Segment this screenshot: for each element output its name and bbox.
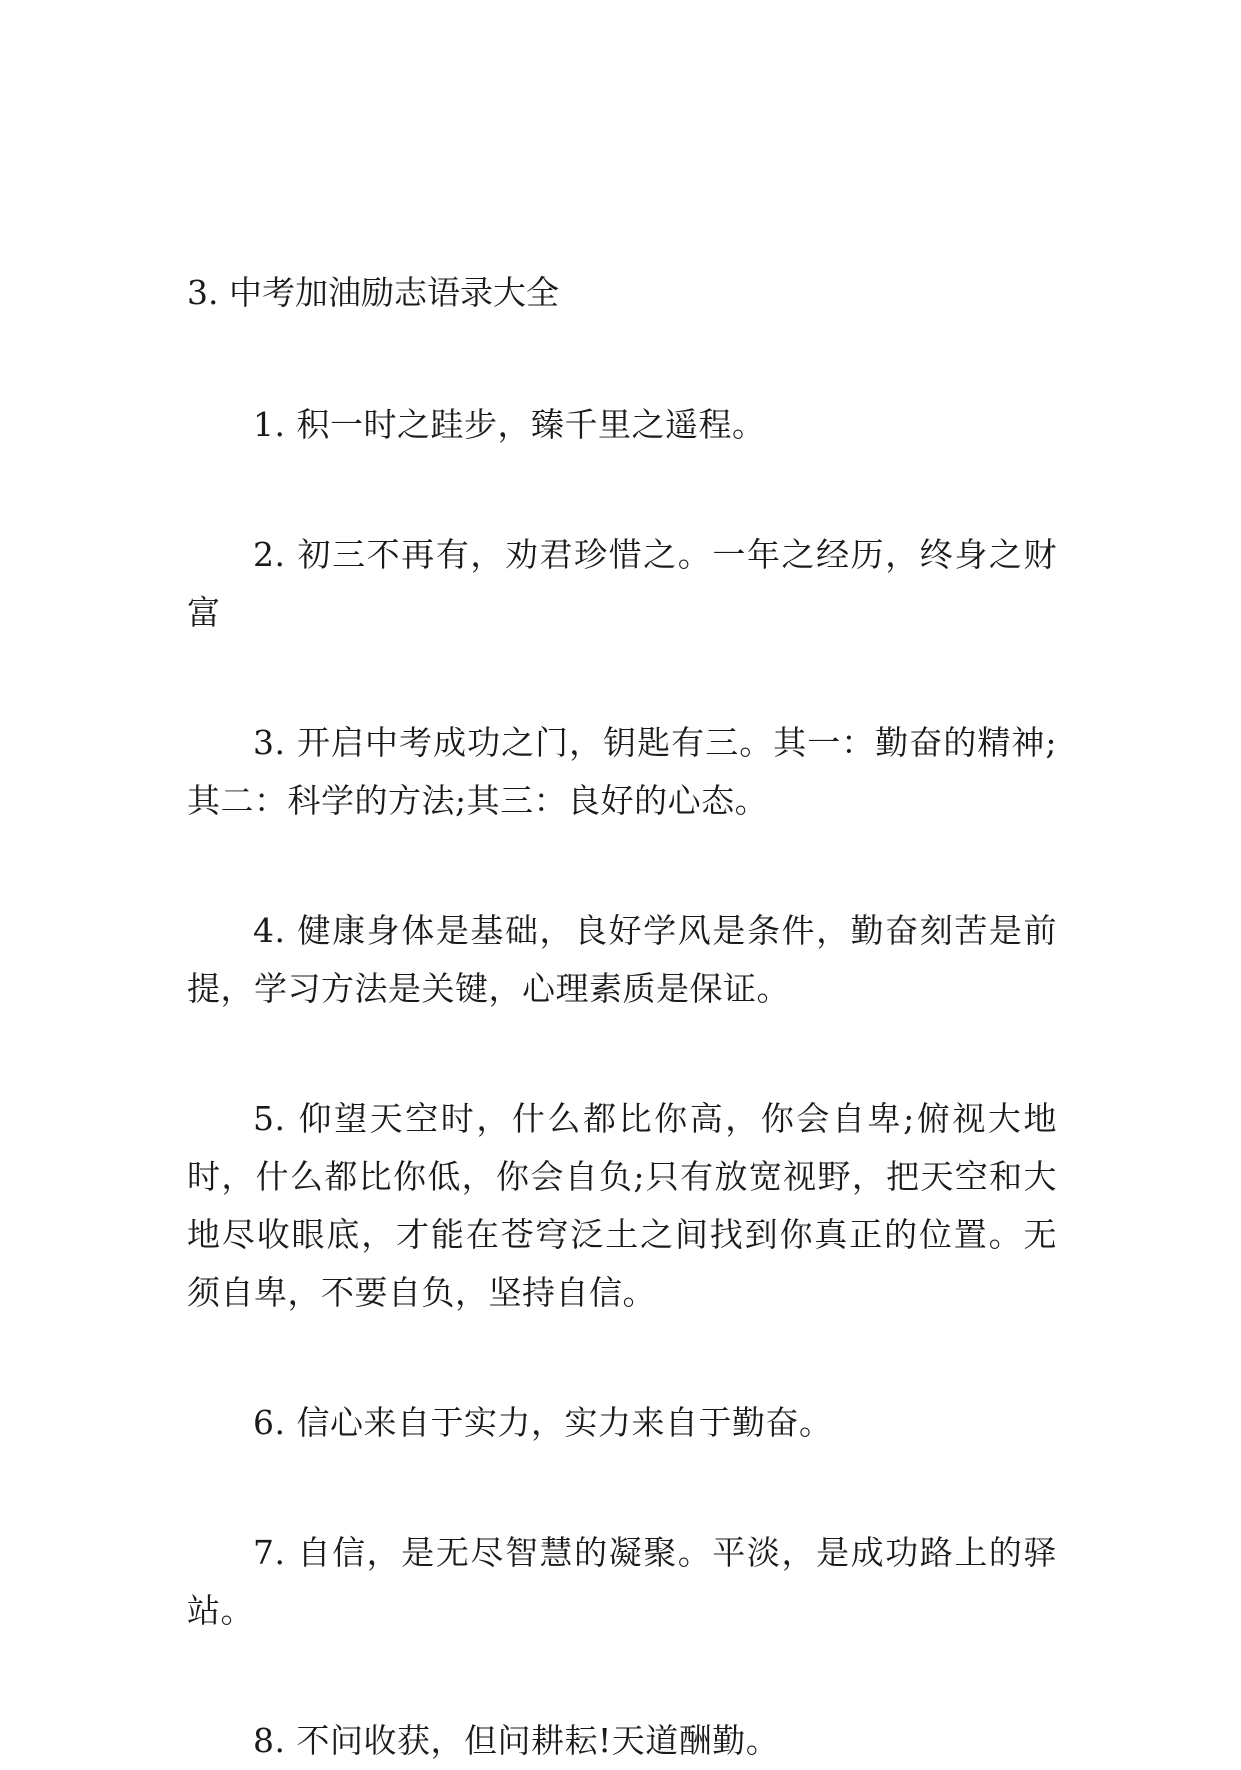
quote-item-3: 3. 开启中考成功之门，钥匙有三。其一：勤奋的精神;其二：科学的方法;其三：良好的心态。 bbox=[187, 723, 1057, 820]
quote-item-7: 7. 自信，是无尽智慧的凝聚。平淡，是成功路上的驿站。 bbox=[187, 1533, 1057, 1630]
quote-item-5: 5. 仰望天空时，什么都比你高，你会自卑;俯视大地时，什么都比你低，你会自负;只有放宽视野，把天空和大地尽收眼底，才能在苍穹泛土之间找到你真正的位置。无须自卑，不要自负，坚持自信。 bbox=[187, 1099, 1057, 1312]
quote-item-4: 4. 健康身体是基础，良好学风是条件，勤奋刻苦是前提，学习方法是关键，心理素质是保证。 bbox=[187, 911, 1057, 1008]
document-body bbox=[187, 264, 1057, 1770]
quote-item-2: 2. 初三不再有，劝君珍惜之。一年之经历，终身之财富 bbox=[187, 535, 1057, 632]
section-title: 3. 中考加油励志语录大全 bbox=[187, 273, 559, 312]
quote-item-8: 8. 不问收获，但问耕耘!天道酬勤。 bbox=[253, 1721, 780, 1760]
quote-item-1: 1. 积一时之跬步，臻千里之遥程。 bbox=[253, 405, 766, 444]
quote-item-6: 6. 信心来自于实力，实力来自于勤奋。 bbox=[253, 1403, 833, 1442]
